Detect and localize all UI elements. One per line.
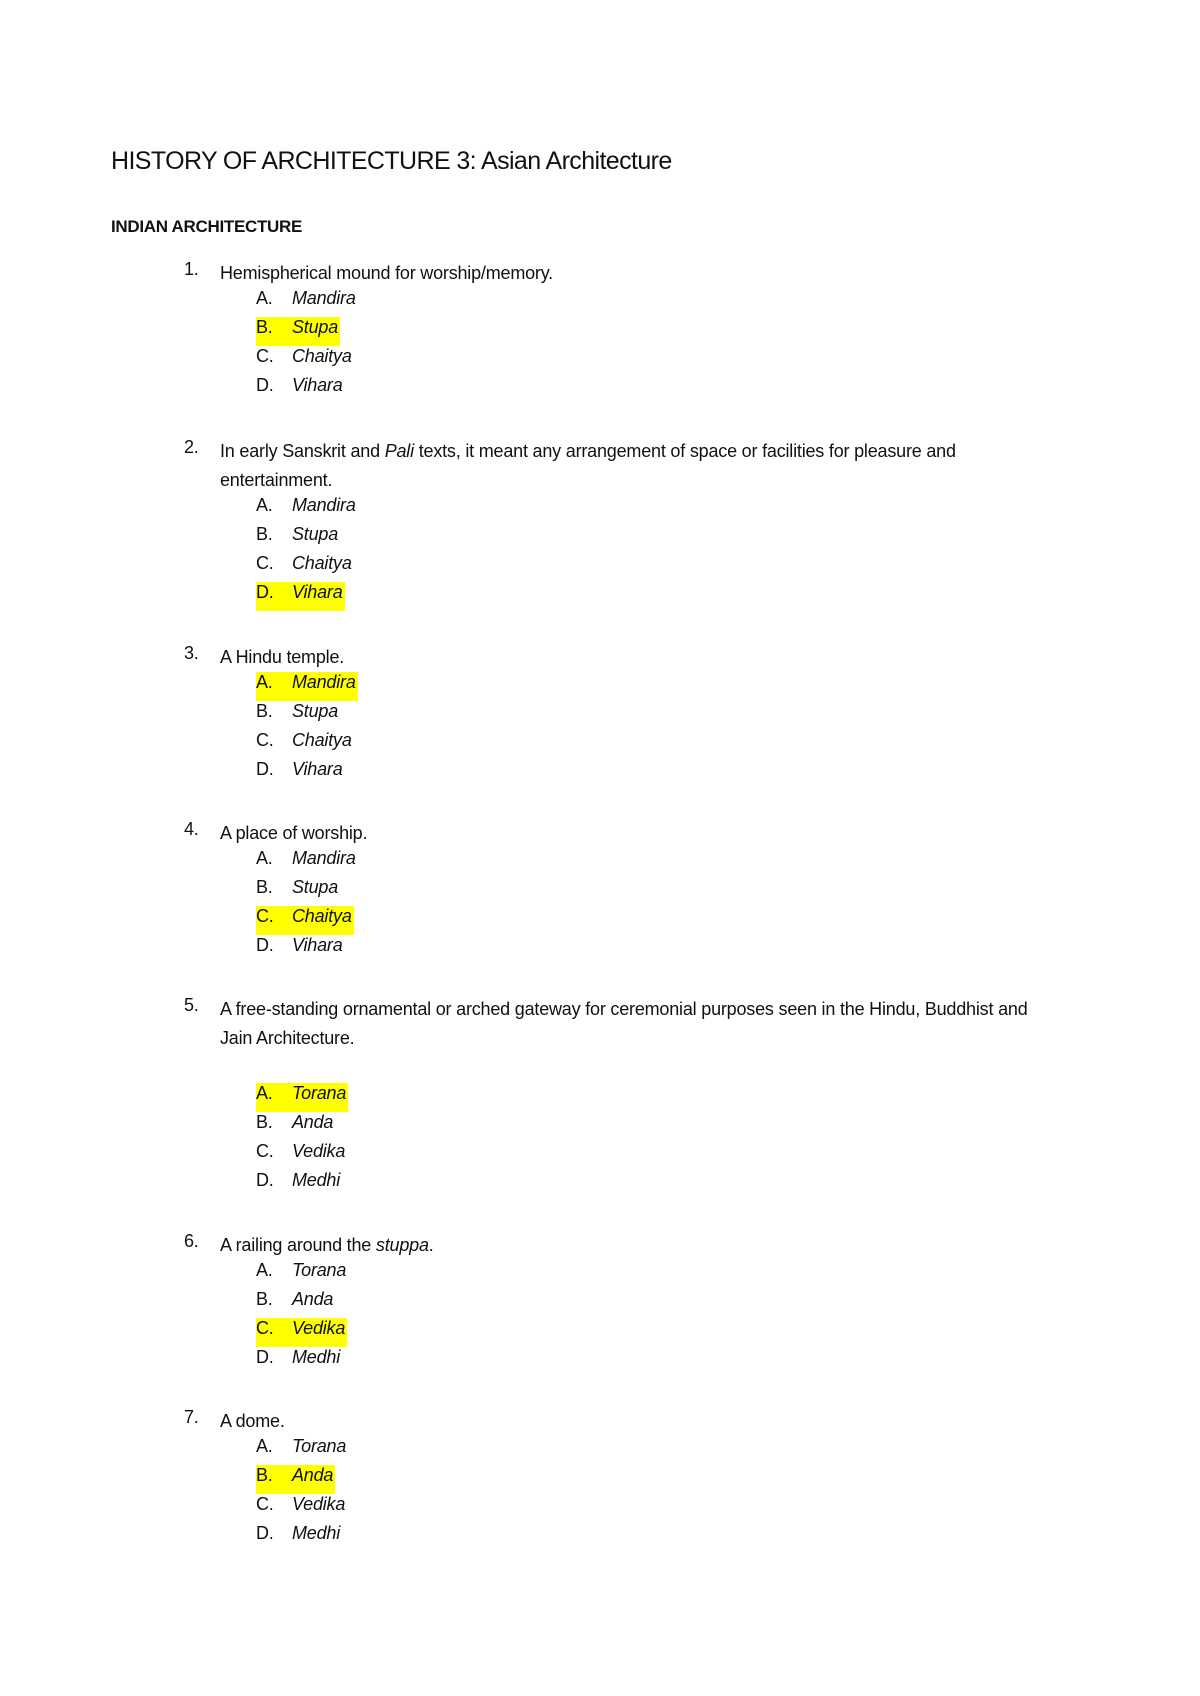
option-text: Stupa [292, 524, 339, 544]
option-letter: D. [256, 1347, 274, 1367]
option-text: Stupa [292, 317, 339, 337]
option-text: Chaitya [292, 730, 352, 750]
option-text: Chaitya [292, 346, 352, 366]
option-letter: C. [256, 906, 274, 926]
option-c [256, 1141, 345, 1170]
question-text: A dome. [220, 1411, 285, 1431]
option-text: Vihara [292, 935, 343, 955]
option-a [256, 495, 356, 524]
option-text: Chaitya [292, 553, 352, 573]
option-letter: A. [256, 495, 273, 515]
option-b [256, 701, 338, 730]
option-d [256, 935, 343, 964]
option-letter: D. [256, 759, 274, 779]
option-d [256, 582, 345, 611]
option-text: Mandira [292, 672, 356, 692]
option-d [256, 375, 343, 404]
option-letter: D. [256, 1170, 274, 1190]
question-number: 5. [184, 995, 199, 1015]
option-d [256, 1523, 340, 1552]
option-text: Vihara [292, 759, 343, 779]
option-letter: A. [256, 288, 273, 308]
question-number: 2. [184, 437, 199, 457]
option-c [256, 906, 354, 935]
option-text: Mandira [292, 288, 356, 308]
option-d [256, 759, 343, 788]
option-letter: B. [256, 877, 273, 897]
question-text: Hemispherical mound for worship/memory. [220, 263, 553, 283]
question-text-part: texts, it meant any arrangement of space or facilities for pleasure and entertainment. [220, 441, 956, 490]
option-text: Medhi [292, 1170, 341, 1190]
option-d [256, 1347, 340, 1376]
option-b [256, 1465, 335, 1494]
question-number: 6. [184, 1231, 199, 1251]
option-letter: B. [256, 1112, 273, 1132]
question-text-part: A railing around the [220, 1235, 376, 1255]
question-text-part: In early Sanskrit and [220, 441, 385, 461]
option-text: Medhi [292, 1347, 341, 1367]
option-text: Vihara [292, 375, 343, 395]
option-text: Torana [292, 1260, 347, 1280]
document-title: HISTORY OF ARCHITECTURE 3: Asian Architecture [111, 147, 672, 175]
option-letter: B. [256, 317, 273, 337]
option-c [256, 553, 352, 582]
option-text: Stupa [292, 701, 339, 721]
option-a [256, 288, 356, 317]
option-a [256, 1083, 348, 1112]
option-text: Vedika [292, 1141, 346, 1161]
question-text: A place of worship. [220, 823, 368, 843]
option-letter: C. [256, 1141, 274, 1161]
option-a [256, 1260, 346, 1289]
option-text: Mandira [292, 848, 356, 868]
option-text: Anda [292, 1112, 334, 1132]
option-c [256, 346, 352, 375]
question-text [220, 1231, 1050, 1260]
option-letter: B. [256, 524, 273, 544]
option-b [256, 877, 338, 906]
question-text: A Hindu temple. [220, 647, 345, 667]
option-text: Torana [292, 1436, 347, 1456]
option-text: Anda [292, 1465, 334, 1485]
question-number: 3. [184, 643, 199, 663]
question-number: 1. [184, 259, 199, 279]
option-letter: C. [256, 730, 274, 750]
option-a [256, 672, 358, 701]
section-heading: INDIAN ARCHITECTURE [111, 217, 303, 236]
question-number: 7. [184, 1407, 199, 1427]
option-letter: B. [256, 1289, 273, 1309]
option-b [256, 524, 338, 553]
option-letter: A. [256, 1083, 273, 1103]
option-letter: B. [256, 701, 273, 721]
option-a [256, 1436, 346, 1465]
option-letter: A. [256, 1436, 273, 1456]
option-letter: A. [256, 848, 273, 868]
option-text: Vedika [292, 1318, 346, 1338]
option-b [256, 317, 340, 346]
option-text: Vihara [292, 582, 343, 602]
option-text: Stupa [292, 877, 339, 897]
option-letter: D. [256, 1523, 274, 1543]
option-letter: D. [256, 935, 274, 955]
option-text: Chaitya [292, 906, 352, 926]
option-b [256, 1112, 333, 1141]
option-letter: A. [256, 1260, 273, 1280]
option-letter: C. [256, 346, 274, 366]
option-b [256, 1289, 333, 1318]
option-d [256, 1170, 340, 1199]
option-letter: D. [256, 582, 274, 602]
option-letter: C. [256, 1494, 274, 1514]
option-a [256, 848, 356, 877]
option-text: Mandira [292, 495, 356, 515]
option-text: Vedika [292, 1494, 346, 1514]
question-text-part: . [428, 1235, 434, 1255]
question-number: 4. [184, 819, 199, 839]
question-text: A free-standing ornamental or arched gateway for ceremonial purposes seen in the Hindu, Buddhist and Jain Architecture. [220, 999, 1028, 1048]
option-text: Medhi [292, 1523, 341, 1543]
option-letter: C. [256, 553, 274, 573]
question-text-emphasis: stuppa [375, 1235, 429, 1255]
option-text: Anda [292, 1289, 334, 1309]
option-letter: B. [256, 1465, 273, 1485]
option-c [256, 1318, 347, 1347]
option-letter: D. [256, 375, 274, 395]
option-letter: C. [256, 1318, 274, 1338]
option-c [256, 730, 352, 759]
option-text: Torana [292, 1083, 347, 1103]
question-text-emphasis: Pali [384, 441, 414, 461]
option-c [256, 1494, 345, 1523]
question-text [220, 437, 1050, 495]
option-letter: A. [256, 672, 273, 692]
